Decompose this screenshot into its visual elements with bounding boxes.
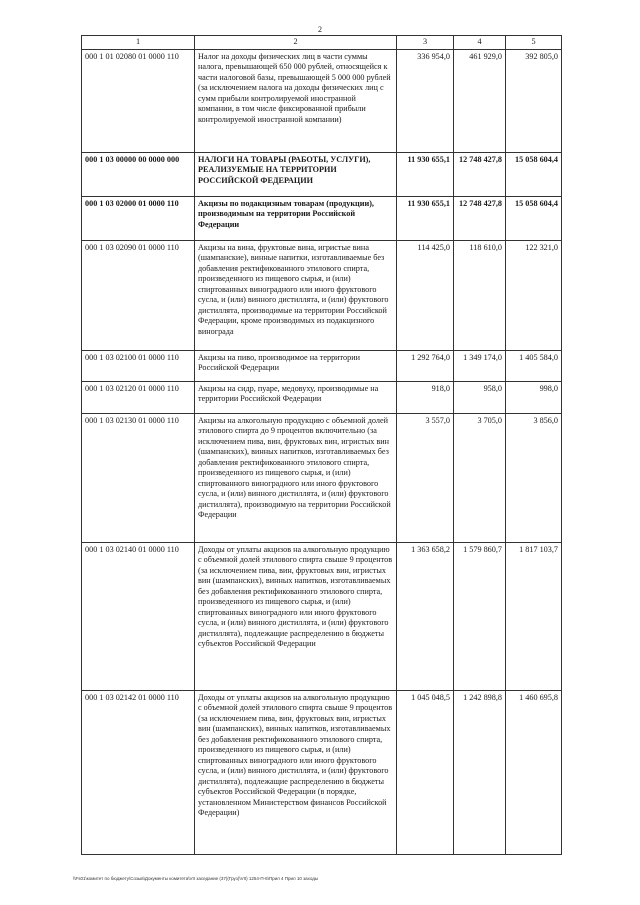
row-name: НАЛОГИ НА ТОВАРЫ (РАБОТЫ, УСЛУГИ), РЕАЛИЗУЕМЫЕ НА ТЕРРИТОРИИ РОССИЙСКОЙ ФЕДЕРАЦИИ <box>195 152 397 196</box>
table-row <box>82 690 562 854</box>
row-code: 000 1 03 02140 01 0000 110 <box>82 542 195 690</box>
row-value-col3: 918,0 <box>397 381 454 413</box>
table-row <box>82 240 562 350</box>
page-number: 2 <box>318 25 322 34</box>
row-name: Доходы от уплаты акцизов на алкогольную продукцию с объемной долей этилового спирта свыше 9 процентов (за исключением пива, вин, фруктовых вин, игристых вин (шампанских), винных напитков, изготавливаемых без добавления ректификованного этилового спирта, произведенного из пищевого сырья, и (или) спиртованных виноградного или иного фруктового сусла, и (или) винного дистиллята, и (или) фруктового дистиллята), подлежащие распределению в бюджеты субъектов Российской Федерации (в порядке, установленном Министерством финансов Российской Федерации) <box>195 690 397 854</box>
footer-file-path: \\Fs01\комитет по бюджету\Созыв\Документы комитета\VII заседание (37)(Груз)\VII) 1254-П-6\Прил 4 Прил 10 заходы <box>73 876 319 881</box>
revenue-table <box>81 35 562 855</box>
column-header-5: 5 <box>506 36 562 50</box>
row-value-col4: 118 610,0 <box>454 240 506 350</box>
column-header-2: 2 <box>195 36 397 50</box>
row-value-col5: 1 405 584,0 <box>506 350 562 381</box>
row-name: Акцизы на сидр, пуаре, медовуху, производимые на территории Российской Федерации <box>195 381 397 413</box>
table-row <box>82 49 562 152</box>
row-value-col4: 12 748 427,8 <box>454 196 506 240</box>
table-row <box>82 152 562 196</box>
row-name: Акцизы на алкогольную продукцию с объемной долей этилового спирта до 9 процентов включительно (за исключением пива, вин, фруктовых вин, игристых вин (шампанских), винных напитков, изготавливаемых без добавления ректификованного этилового спирта, произведенного из пищевого сырья, и (или) спиртованного виноградного или иного фруктового сусла, и (или) винного дистиллята, и (или) фруктового дистиллята), производимую на территории Российской Федерации <box>195 413 397 542</box>
row-value-col4: 1 349 174,0 <box>454 350 506 381</box>
table-row <box>82 413 562 542</box>
row-value-col5: 1 460 695,8 <box>506 690 562 854</box>
row-name: Акцизы на пиво, производимое на территории Российской Федерации <box>195 350 397 381</box>
row-value-col3: 1 045 048,5 <box>397 690 454 854</box>
table-header-row <box>82 36 562 50</box>
row-value-col3: 1 363 658,2 <box>397 542 454 690</box>
row-value-col5: 998,0 <box>506 381 562 413</box>
row-value-col5: 15 058 604,4 <box>506 196 562 240</box>
row-value-col3: 336 954,0 <box>397 49 454 152</box>
row-value-col4: 958,0 <box>454 381 506 413</box>
row-value-col3: 11 930 655,1 <box>397 196 454 240</box>
table-row <box>82 381 562 413</box>
row-name: Доходы от уплаты акцизов на алкогольную продукцию с объемной долей этилового спирта свыше 9 процентов (за исключением пива, вин, фруктовых вин, игристых вин (шампанских), винных напитков, изготавливаемых без добавления ректификованного этилового спирта, произведенного из пищевого сырья, и (или) спиртованных виноградного или иного фруктового сусла, и (или) винного дистиллята, и (или) фруктового дистиллята), подлежащие распределению в бюджеты субъектов Российской Федерации <box>195 542 397 690</box>
row-value-col4: 461 929,0 <box>454 49 506 152</box>
row-name: Акцизы по подакцизным товарам (продукции), производимым на территории Российской Федерации <box>195 196 397 240</box>
table-row <box>82 542 562 690</box>
row-code: 000 1 03 02000 01 0000 110 <box>82 196 195 240</box>
table-row <box>82 350 562 381</box>
row-code: 000 1 03 02142 01 0000 110 <box>82 690 195 854</box>
row-code: 000 1 01 02080 01 0000 110 <box>82 49 195 152</box>
row-value-col5: 1 817 103,7 <box>506 542 562 690</box>
row-value-col3: 114 425,0 <box>397 240 454 350</box>
column-header-4: 4 <box>454 36 506 50</box>
row-value-col3: 3 557,0 <box>397 413 454 542</box>
row-value-col3: 1 292 764,0 <box>397 350 454 381</box>
row-value-col5: 15 058 604,4 <box>506 152 562 196</box>
row-name: Акцизы на вина, фруктовые вина, игристые вина (шампанские), винные напитки, изготавливаемые без добавления ректификованного этилового спирта, произведенного из пищевого сырья, и (или) спиртованных виноградного или иного фруктового сусла, и (или) винного дистиллята, и (или) фруктового дистиллята, производимые на территории Российской Федерации, кроме производимых из подакцизного винограда <box>195 240 397 350</box>
row-name: Налог на доходы физических лиц в части суммы налога, превышающей 650 000 рублей, относящейся к части налоговой базы, превышающей 5 000 000 рублей (за исключением налога на доходы физических лиц с сумм прибыли контролируемой иностранной компании, в том числе фиксированной прибыли контролируемой иностранной компании) <box>195 49 397 152</box>
row-code: 000 1 03 00000 00 0000 000 <box>82 152 195 196</box>
row-value-col5: 3 856,0 <box>506 413 562 542</box>
row-code: 000 1 03 02120 01 0000 110 <box>82 381 195 413</box>
row-value-col5: 392 805,0 <box>506 49 562 152</box>
column-header-1: 1 <box>82 36 195 50</box>
row-code: 000 1 03 02100 01 0000 110 <box>82 350 195 381</box>
row-value-col4: 1 242 898,8 <box>454 690 506 854</box>
row-value-col4: 1 579 860,7 <box>454 542 506 690</box>
row-code: 000 1 03 02130 01 0000 110 <box>82 413 195 542</box>
row-code: 000 1 03 02090 01 0000 110 <box>82 240 195 350</box>
row-value-col4: 3 705,0 <box>454 413 506 542</box>
row-value-col4: 12 748 427,8 <box>454 152 506 196</box>
table-body <box>82 49 562 854</box>
table-row <box>82 196 562 240</box>
row-value-col3: 11 930 655,1 <box>397 152 454 196</box>
column-header-3: 3 <box>397 36 454 50</box>
row-value-col5: 122 321,0 <box>506 240 562 350</box>
